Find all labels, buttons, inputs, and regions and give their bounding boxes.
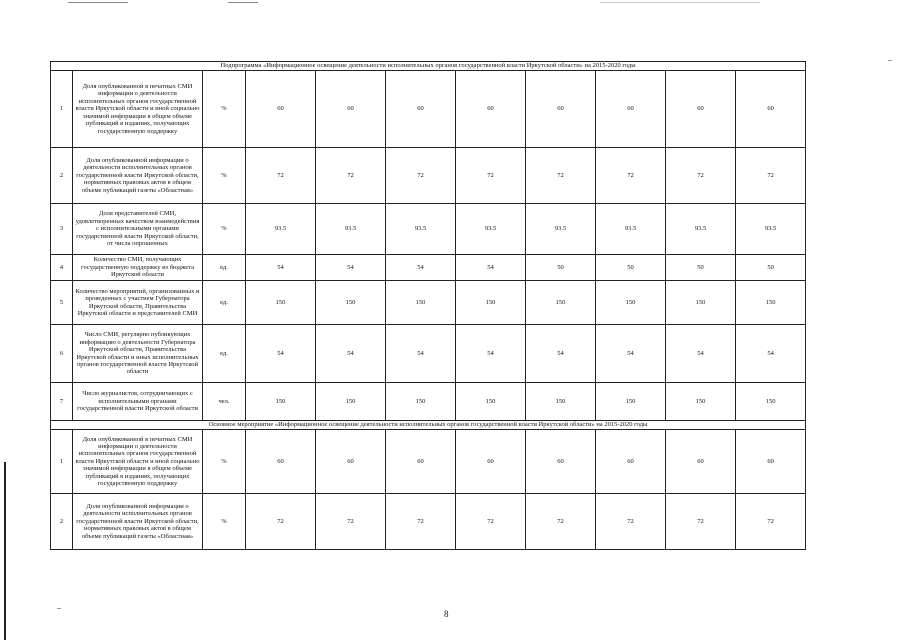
indicator-value: 60 [456, 430, 526, 494]
unit-of-measure: % [203, 494, 246, 550]
section-header-row [51, 62, 806, 71]
unit-of-measure: % [203, 430, 246, 494]
table-row [51, 430, 806, 494]
indicator-value: 54 [666, 325, 736, 383]
indicator-value: 150 [316, 281, 386, 325]
indicator-value: 60 [316, 430, 386, 494]
indicator-value: 93.5 [246, 204, 316, 255]
indicator-value: 72 [456, 148, 526, 204]
indicator-value: 60 [316, 71, 386, 148]
table-row [51, 281, 806, 325]
row-number: 4 [51, 255, 73, 281]
table-row [51, 204, 806, 255]
indicator-name: Доля представителей СМИ, удовлетворенных качеством взаимодействия с исполнительными органами государственной власти Иркутской области, от числа опрошенных [73, 204, 203, 255]
indicator-name: Количество СМИ, получающих государственную поддержку из бюджета Иркутской области [73, 255, 203, 281]
indicator-value: 54 [246, 255, 316, 281]
indicator-value: 54 [456, 325, 526, 383]
indicator-value: 60 [596, 430, 666, 494]
indicator-value: 150 [736, 383, 806, 421]
section-title: Подпрограмма «Информационное освещение деятельности исполнительных органов государственной власти Иркутской области» на 2015-2020 годы [51, 62, 806, 71]
indicator-value: 54 [386, 255, 456, 281]
indicator-value: 72 [456, 494, 526, 550]
indicator-name: Число журналистов, сотрудничающих с исполнительными органами государственной власти Иркутской области [73, 383, 203, 421]
indicator-value: 93.5 [316, 204, 386, 255]
unit-of-measure: ед. [203, 255, 246, 281]
indicator-value: 54 [386, 325, 456, 383]
indicator-value: 72 [316, 494, 386, 550]
indicator-value: 60 [596, 71, 666, 148]
indicators-table [50, 61, 806, 550]
indicator-value: 54 [736, 325, 806, 383]
scan-artifact-tick [57, 608, 61, 609]
indicator-value: 60 [386, 430, 456, 494]
scan-edge-line [4, 462, 6, 640]
indicator-value: 60 [526, 430, 596, 494]
indicator-value: 50 [736, 255, 806, 281]
unit-of-measure: ед. [203, 325, 246, 383]
scan-artifact-tick [888, 60, 892, 61]
indicator-value: 72 [736, 148, 806, 204]
indicator-value: 54 [246, 325, 316, 383]
unit-of-measure: % [203, 204, 246, 255]
page-number: 8 [444, 609, 449, 619]
section-header-row [51, 421, 806, 430]
table-row [51, 383, 806, 421]
unit-of-measure: % [203, 148, 246, 204]
indicator-value: 54 [316, 325, 386, 383]
indicator-value: 72 [596, 148, 666, 204]
indicator-value: 60 [666, 430, 736, 494]
indicator-name: Доля опубликованной в печатных СМИ информации о деятельности исполнительных органов государственной власти Иркутской области и иной социально значимой информации в общем объеме публикаций в изданиях, получающих государственную поддержку [73, 430, 203, 494]
indicator-value: 93.5 [666, 204, 736, 255]
unit-of-measure: % [203, 71, 246, 148]
indicator-value: 72 [386, 148, 456, 204]
indicator-value: 72 [246, 148, 316, 204]
indicator-value: 60 [456, 71, 526, 148]
indicator-value: 72 [666, 494, 736, 550]
row-number: 6 [51, 325, 73, 383]
indicator-value: 72 [596, 494, 666, 550]
indicator-value: 60 [526, 71, 596, 148]
section-title: Основное мероприятие «Информационное освещение деятельности исполнительных органов государственной власти Иркутской области» на 2015-2020 годы [51, 421, 806, 430]
indicator-value: 150 [246, 383, 316, 421]
indicator-name: Доля опубликованной в печатных СМИ информации о деятельности исполнительных органов государственной власти Иркутской области и иной социально значимой информации в общем объеме публикаций в изданиях, получающих государственную поддержку [73, 71, 203, 148]
table-row [51, 148, 806, 204]
indicator-value: 72 [316, 148, 386, 204]
indicator-value: 150 [666, 281, 736, 325]
indicator-value: 150 [456, 281, 526, 325]
indicator-value: 72 [246, 494, 316, 550]
indicator-value: 60 [736, 430, 806, 494]
indicator-value: 60 [666, 71, 736, 148]
row-number: 1 [51, 430, 73, 494]
indicator-value: 150 [386, 383, 456, 421]
scan-artifact-line [600, 2, 760, 3]
indicator-value: 150 [246, 281, 316, 325]
indicator-value: 50 [666, 255, 736, 281]
indicator-value: 150 [596, 383, 666, 421]
indicator-value: 72 [666, 148, 736, 204]
row-number: 3 [51, 204, 73, 255]
indicator-value: 50 [596, 255, 666, 281]
table-row [51, 71, 806, 148]
indicator-name: Доля опубликованной информации о деятельности исполнительных органов государственной власти Иркутской области, нормативных правовых актов в общем объеме публикаций газеты «Областная» [73, 494, 203, 550]
row-number: 7 [51, 383, 73, 421]
row-number: 1 [51, 71, 73, 148]
indicator-value: 150 [386, 281, 456, 325]
table-body [51, 62, 806, 550]
indicator-value: 93.5 [736, 204, 806, 255]
indicator-value: 150 [526, 281, 596, 325]
indicator-value: 150 [736, 281, 806, 325]
indicator-value: 93.5 [456, 204, 526, 255]
indicator-value: 60 [386, 71, 456, 148]
scan-artifact-line [68, 2, 128, 3]
indicator-value: 93.5 [386, 204, 456, 255]
table-row [51, 494, 806, 550]
indicator-value: 72 [526, 148, 596, 204]
indicator-value: 150 [316, 383, 386, 421]
indicator-value: 72 [386, 494, 456, 550]
indicator-value: 72 [526, 494, 596, 550]
indicator-value: 54 [596, 325, 666, 383]
unit-of-measure: чел. [203, 383, 246, 421]
indicator-value: 150 [456, 383, 526, 421]
indicator-name: Количество мероприятий, организованных и проведенных с участием Губернатора Иркутской области, Правительства Иркутской области и представителей СМИ [73, 281, 203, 325]
row-number: 5 [51, 281, 73, 325]
indicator-value: 60 [246, 430, 316, 494]
indicator-value: 54 [316, 255, 386, 281]
indicator-value: 60 [736, 71, 806, 148]
scan-artifact-line [228, 2, 258, 3]
indicator-value: 150 [596, 281, 666, 325]
row-number: 2 [51, 148, 73, 204]
table-row [51, 325, 806, 383]
indicator-value: 93.5 [526, 204, 596, 255]
table-row [51, 255, 806, 281]
indicator-value: 72 [736, 494, 806, 550]
indicator-value: 93.5 [596, 204, 666, 255]
indicator-value: 60 [246, 71, 316, 148]
indicator-value: 54 [456, 255, 526, 281]
indicator-value: 150 [666, 383, 736, 421]
indicator-value: 50 [526, 255, 596, 281]
row-number: 2 [51, 494, 73, 550]
indicator-name: Число СМИ, регулярно публикующих информацию о деятельности Губернатора Иркутской области, Правительства Иркутской области и иных исполнительных органов государственной власти Иркутской области [73, 325, 203, 383]
indicator-value: 54 [526, 325, 596, 383]
indicator-name: Доля опубликованной информации о деятельности исполнительных органов государственной власти Иркутской области, нормативных правовых актов в общем объеме публикаций газеты «Областная» [73, 148, 203, 204]
indicator-value: 150 [526, 383, 596, 421]
unit-of-measure: ед. [203, 281, 246, 325]
